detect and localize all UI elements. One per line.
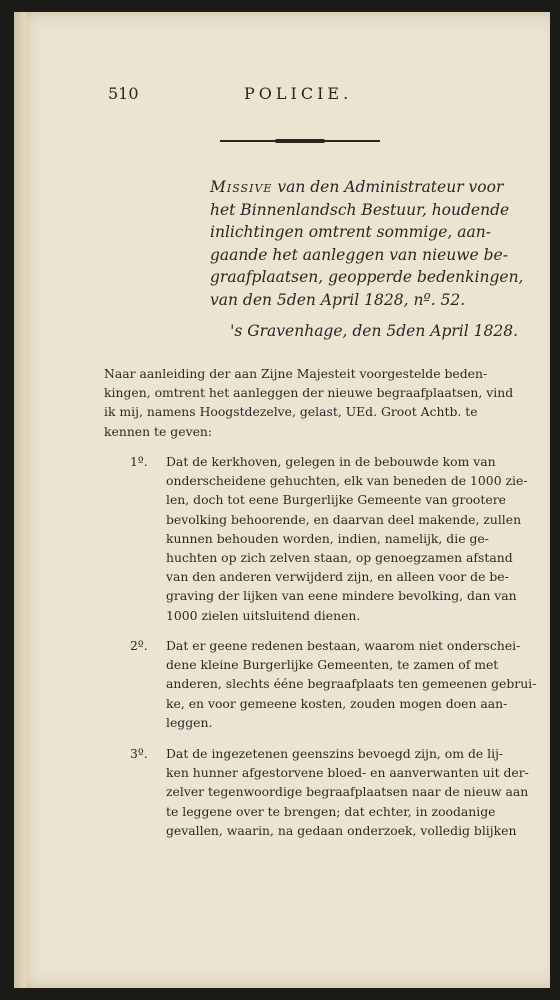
text-line: kennen te geven: — [104, 423, 213, 439]
item-number: 3º. — [130, 746, 148, 761]
item-number: 2º. — [130, 638, 148, 653]
text-line: van den anderen verwijderd zijn, en alleen voor de be- — [166, 569, 509, 585]
text-line: bevolking behoorende, en daarvan deel makende, zullen — [166, 511, 522, 527]
ornamental-rule — [220, 140, 380, 142]
text-line: gevallen, waarin, na gedaan onderzoek, volledig blijken — [166, 822, 517, 838]
intro-paragraph — [104, 364, 520, 441]
title-line: Missive van den Administrateur voor — [210, 178, 504, 196]
document-title — [210, 176, 524, 312]
item-text — [166, 636, 537, 732]
title-line: van den 5den April 1828, nº. 52. — [210, 290, 466, 309]
title-lead: Missive — [210, 178, 273, 196]
item-number: 1º. — [130, 454, 148, 469]
text-line: dene kleine Burgerlijke Gemeenten, te zamen of met — [166, 657, 499, 673]
dateline: 's Gravenhage, den 5den April 1828. — [230, 322, 518, 340]
text-line: ik mij, namens Hoogstdezelve, gelast, UEd. Groot Achtb. te — [104, 404, 478, 420]
page-gutter — [14, 12, 26, 988]
item-text — [166, 452, 528, 625]
title-line: inlichtingen omtrent sommige, aan- — [210, 223, 491, 242]
text-line: huchten op zich zelven staan, op genoegzamen afstand — [166, 550, 513, 566]
page-number: 510 — [108, 84, 139, 103]
text-line: anderen, slechts ééne begraafplaats ten gemeenen gebrui- — [166, 676, 537, 692]
text-line: graving der lijken van eene mindere bevolking, dan van — [166, 588, 517, 604]
text-line: zelver tegenwoordige begraafplaatsen naar de nieuw aan — [166, 784, 529, 800]
running-head: POLICIE. — [244, 84, 353, 103]
page-header — [108, 84, 508, 108]
title-line: graafplaatsen, geopperde bedenkingen, — [210, 268, 524, 287]
text-line: len, doch tot eene Burgerlijke Gemeente van grootere — [166, 492, 506, 508]
text-line: 1000 zielen uitsluitend dienen. — [166, 607, 361, 623]
text-line: te leggene over te brengen; dat echter, in zoodanige — [166, 803, 496, 819]
text-line: kunnen behouden worden, indien, namelijk, die ge- — [166, 530, 489, 546]
text-line: onderscheidene gehuchten, elk van beneden de 1000 zie- — [166, 473, 528, 489]
text-line: Dat de ingezetenen geenszins bevoegd zijn, om de lij- — [166, 746, 504, 761]
text-line: Naar aanleiding der aan Zijne Majesteit voorgestelde beden- — [104, 366, 488, 381]
text-line: ke, en voor gemeene kosten, zouden mogen doen aan- — [166, 695, 508, 711]
title-line: het Binnenlandsch Bestuur, houdende — [210, 200, 510, 219]
title-line: gaande het aanleggen van nieuwe be- — [210, 245, 508, 264]
item-text — [166, 744, 529, 840]
text-line: Dat er geene redenen bestaan, waarom niet onderschei- — [166, 638, 521, 653]
text-line: ken hunner afgestorvene bloed- en aanverwanten uit der- — [166, 765, 529, 781]
text-line: kingen, omtrent het aanleggen der nieuwe begraafplaatsen, vind — [104, 385, 514, 401]
text-line: Dat de kerkhoven, gelegen in de bebouwde kom van — [166, 454, 496, 469]
text-line: leggen. — [166, 714, 213, 730]
